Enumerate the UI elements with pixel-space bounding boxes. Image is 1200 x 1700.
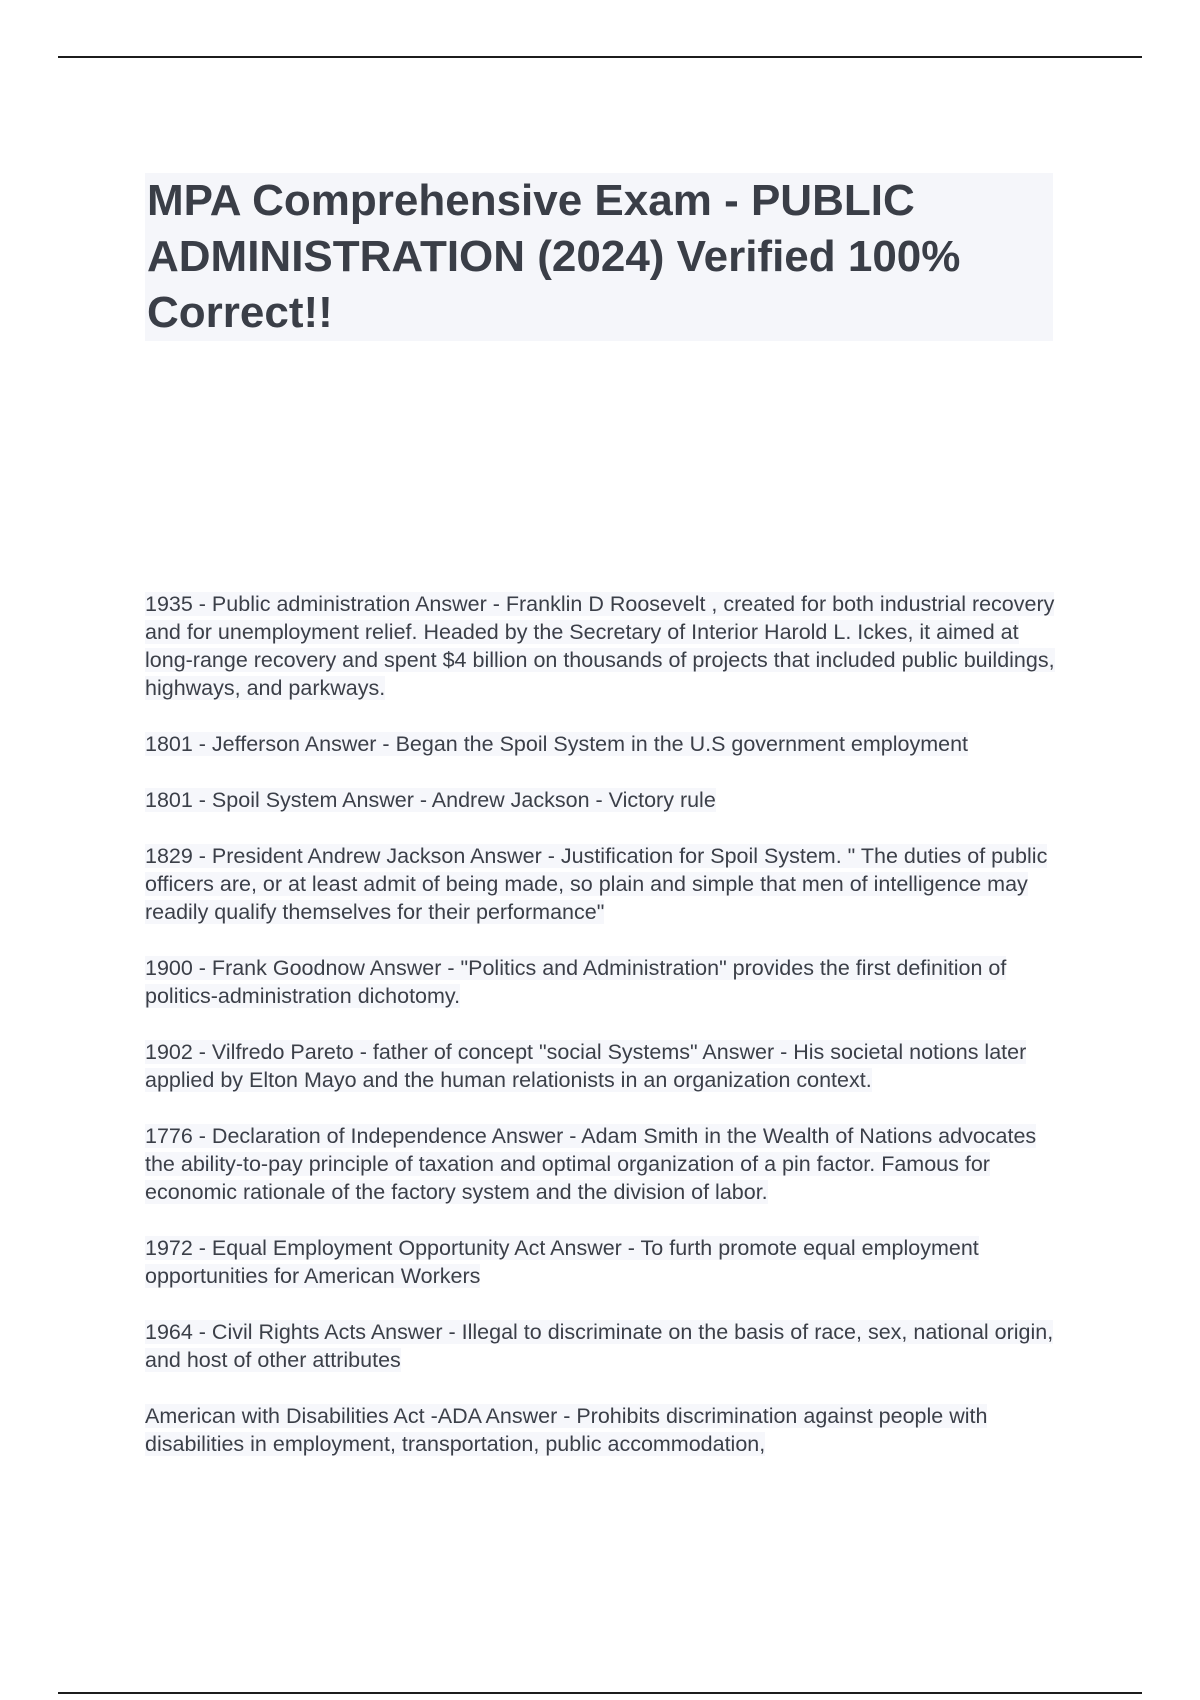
qa-item-1801-jefferson: 1801 - Jefferson Answer - Began the Spoil System in the U.S government employment [145,732,969,756]
document-title: MPA Comprehensive Exam - PUBLIC ADMINISTRATION (2024) Verified 100% Correct!! [147,176,961,337]
qa-list [145,590,1060,1486]
qa-item-1935-public-administration: 1935 - Public administration Answer - Franklin D Roosevelt , created for both industrial recovery and for unemployment relief. Headed by the Secretary of Interior Harold L. Ickes, it aimed at long-range recovery and spent $4 billion on thousands of projects that included public buildings, highways, and parkways. [145,592,1055,700]
qa-item-1900-frank-goodnow: 1900 - Frank Goodnow Answer - "Politics and Administration" provides the first definition of politics-administration dichotomy. [145,956,1007,1008]
qa-item-1829-andrew-jackson: 1829 - President Andrew Jackson Answer - Justification for Spoil System. " The duties of public officers are, or at least admit of being made, so plain and simple that men of intelligence may readily qualify themselves for their performance" [145,844,1048,924]
qa-item-1902-vilfredo-pareto: 1902 - Vilfredo Pareto - father of concept "social Systems" Answer - His societal notions later applied by Elton Mayo and the human relationists in an organization context. [145,1040,1027,1092]
top-divider [58,56,1142,58]
qa-item-ada: American with Disabilities Act -ADA Answer - Prohibits discrimination against people with disabilities in employment, transportation, public accommodation, [145,1404,988,1456]
title-block [145,173,1053,341]
qa-item-1964-civil-rights: 1964 - Civil Rights Acts Answer - Illegal to discriminate on the basis of race, sex, national origin, and host of other attributes [145,1320,1054,1372]
qa-item-1801-spoil-system: 1801 - Spoil System Answer - Andrew Jackson - Victory rule [145,788,716,812]
qa-item-1776-declaration: 1776 - Declaration of Independence Answer - Adam Smith in the Wealth of Nations advocates the ability-to-pay principle of taxation and optimal organization of a pin factor. Famous for economic rationale of the factory system and the division of labor. [145,1124,1037,1204]
qa-item-1972-eeo-act: 1972 - Equal Employment Opportunity Act Answer - To furth promote equal employment opportunities for American Workers [145,1236,979,1288]
bottom-divider [58,1692,1142,1694]
